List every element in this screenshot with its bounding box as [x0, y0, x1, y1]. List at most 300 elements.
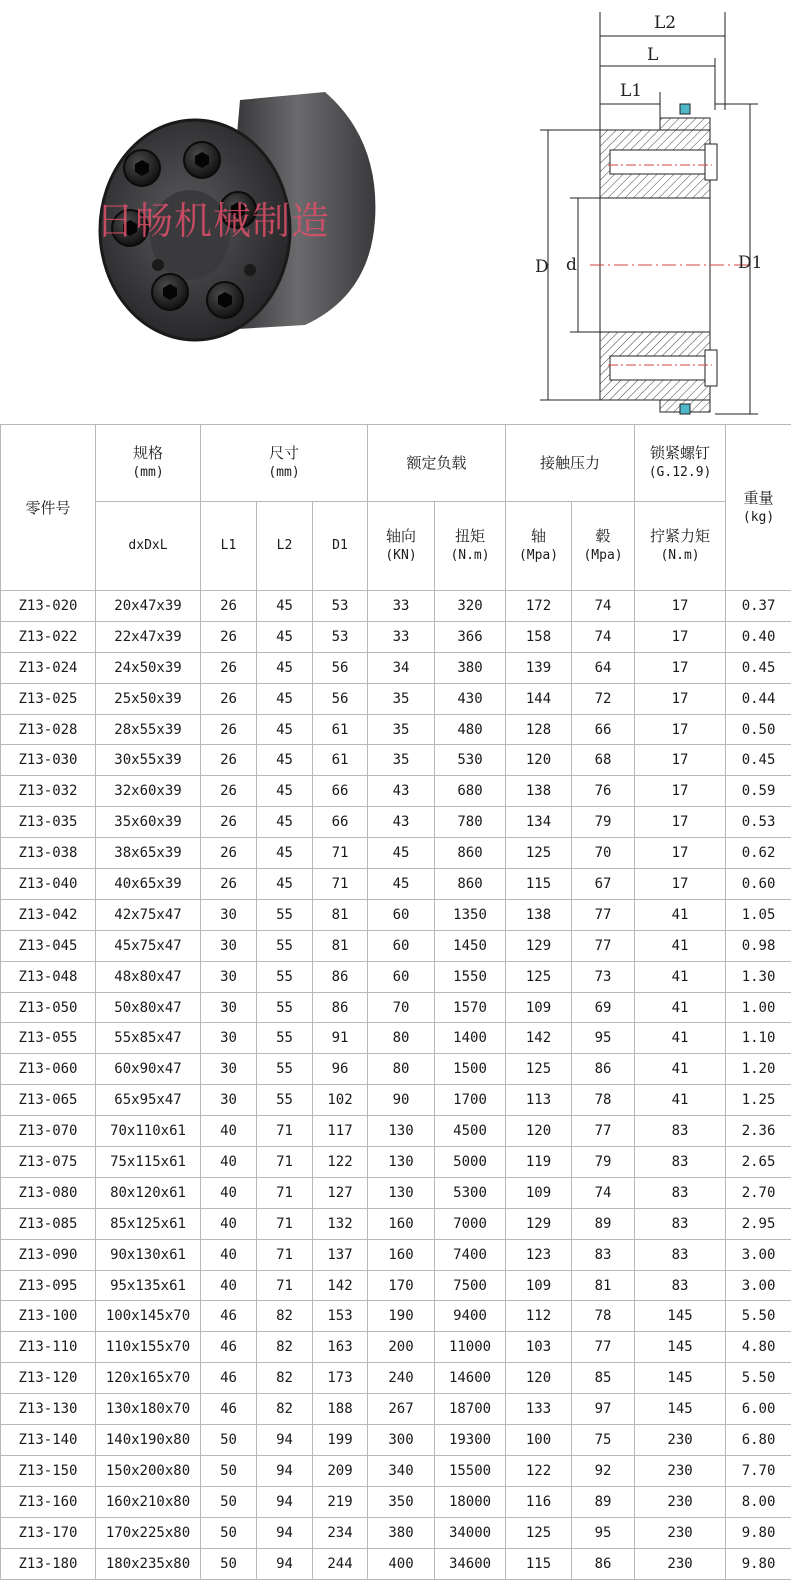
- table-cell: 71: [257, 1116, 313, 1147]
- table-cell: 1.05: [726, 899, 791, 930]
- table-cell: 17: [635, 807, 726, 838]
- table-cell: 71: [257, 1147, 313, 1178]
- table-cell: Z13-090: [1, 1239, 96, 1270]
- header-spec: 规格 (mm): [96, 425, 201, 502]
- table-cell: 30x55x39: [96, 745, 201, 776]
- table-cell: 86: [572, 1054, 635, 1085]
- table-cell: Z13-038: [1, 838, 96, 869]
- header-illustration-area: [0, 0, 791, 424]
- table-cell: 26: [201, 683, 257, 714]
- table-cell: 76: [572, 776, 635, 807]
- table-cell: 1500: [435, 1054, 506, 1085]
- table-cell: 74: [572, 1177, 635, 1208]
- table-cell: 145: [635, 1363, 726, 1394]
- header-torque: 扭矩 (N.m): [435, 502, 506, 591]
- table-cell: 83: [635, 1116, 726, 1147]
- table-cell: 130: [368, 1147, 435, 1178]
- table-cell: Z13-040: [1, 869, 96, 900]
- table-cell: 30: [201, 1085, 257, 1116]
- table-cell: 55x85x47: [96, 1023, 201, 1054]
- table-cell: 122: [313, 1147, 368, 1178]
- watermark-text: 日畅机械制造: [96, 190, 330, 245]
- table-cell: 46: [201, 1363, 257, 1394]
- table-cell: 230: [635, 1425, 726, 1456]
- table-cell: 45x75x47: [96, 930, 201, 961]
- table-cell: 120: [506, 745, 572, 776]
- table-cell: 41: [635, 961, 726, 992]
- table-cell: 97: [572, 1394, 635, 1425]
- table-cell: Z13-160: [1, 1486, 96, 1517]
- table-cell: 1700: [435, 1085, 506, 1116]
- table-cell: 138: [506, 776, 572, 807]
- table-cell: 0.60: [726, 869, 791, 900]
- table-cell: Z13-100: [1, 1301, 96, 1332]
- table-cell: 170x225x80: [96, 1517, 201, 1548]
- table-cell: 1350: [435, 899, 506, 930]
- table-cell: 40: [201, 1116, 257, 1147]
- table-cell: 83: [635, 1208, 726, 1239]
- table-cell: 209: [313, 1455, 368, 1486]
- table-cell: 163: [313, 1332, 368, 1363]
- table-cell: 9.80: [726, 1517, 791, 1548]
- table-cell: 40: [201, 1270, 257, 1301]
- table-cell: 139: [506, 652, 572, 683]
- table-cell: 5300: [435, 1177, 506, 1208]
- table-cell: Z13-080: [1, 1177, 96, 1208]
- table-cell: 30: [201, 899, 257, 930]
- table-cell: 26: [201, 807, 257, 838]
- table-cell: 125: [506, 1517, 572, 1548]
- table-row: [1, 930, 791, 961]
- table-cell: 40: [201, 1177, 257, 1208]
- table-cell: 133: [506, 1394, 572, 1425]
- table-cell: 860: [435, 838, 506, 869]
- table-cell: 45: [257, 776, 313, 807]
- table-cell: 530: [435, 745, 506, 776]
- header-contact-pressure: 接触压力: [506, 425, 635, 502]
- table-cell: 55: [257, 1054, 313, 1085]
- table-cell: 145: [635, 1394, 726, 1425]
- table-cell: 33: [368, 591, 435, 622]
- table-cell: 89: [572, 1486, 635, 1517]
- table-cell: 0.62: [726, 838, 791, 869]
- table-cell: 26: [201, 838, 257, 869]
- header-rated-load: 额定负载: [368, 425, 506, 502]
- header-d1: D1: [313, 502, 368, 591]
- table-cell: 41: [635, 1023, 726, 1054]
- table-cell: 55: [257, 899, 313, 930]
- table-cell: 3.00: [726, 1239, 791, 1270]
- table-cell: 41: [635, 992, 726, 1023]
- table-cell: Z13-048: [1, 961, 96, 992]
- table-cell: 230: [635, 1486, 726, 1517]
- table-cell: 56: [313, 683, 368, 714]
- table-cell: 1.30: [726, 961, 791, 992]
- table-cell: 17: [635, 745, 726, 776]
- table-cell: 33: [368, 621, 435, 652]
- table-row: [1, 621, 791, 652]
- table-cell: 158: [506, 621, 572, 652]
- table-cell: 102: [313, 1085, 368, 1116]
- table-cell: 142: [313, 1270, 368, 1301]
- table-cell: 112: [506, 1301, 572, 1332]
- table-cell: 0.40: [726, 621, 791, 652]
- table-cell: 45: [257, 838, 313, 869]
- table-cell: 60: [368, 961, 435, 992]
- table-cell: 46: [201, 1301, 257, 1332]
- table-cell: 41: [635, 1085, 726, 1116]
- table-cell: 90x130x61: [96, 1239, 201, 1270]
- table-cell: 234: [313, 1517, 368, 1548]
- table-cell: 125: [506, 961, 572, 992]
- table-cell: 0.44: [726, 683, 791, 714]
- table-cell: 50: [201, 1517, 257, 1548]
- table-cell: 120: [506, 1363, 572, 1394]
- table-cell: 50: [201, 1455, 257, 1486]
- table-cell: 64: [572, 652, 635, 683]
- table-cell: 366: [435, 621, 506, 652]
- table-cell: 46: [201, 1332, 257, 1363]
- table-row: [1, 776, 791, 807]
- table-cell: Z13-065: [1, 1085, 96, 1116]
- table-cell: 86: [313, 992, 368, 1023]
- table-row: [1, 714, 791, 745]
- table-cell: Z13-030: [1, 745, 96, 776]
- table-row: [1, 869, 791, 900]
- table-cell: 230: [635, 1548, 726, 1579]
- table-cell: 267: [368, 1394, 435, 1425]
- table-row: [1, 1239, 791, 1270]
- table-cell: 17: [635, 591, 726, 622]
- table-cell: Z13-024: [1, 652, 96, 683]
- table-cell: 145: [635, 1301, 726, 1332]
- label-d-outer: D: [535, 257, 549, 277]
- header-axial: 轴向 (KN): [368, 502, 435, 591]
- table-cell: 67: [572, 869, 635, 900]
- table-cell: 680: [435, 776, 506, 807]
- table-cell: 230: [635, 1517, 726, 1548]
- technical-drawing: [500, 0, 791, 424]
- table-cell: 144: [506, 683, 572, 714]
- table-cell: 80x120x61: [96, 1177, 201, 1208]
- table-cell: 11000: [435, 1332, 506, 1363]
- table-cell: 32x60x39: [96, 776, 201, 807]
- table-cell: 7400: [435, 1239, 506, 1270]
- table-cell: 95x135x61: [96, 1270, 201, 1301]
- table-cell: 122: [506, 1455, 572, 1486]
- table-cell: 1550: [435, 961, 506, 992]
- table-row: [1, 1116, 791, 1147]
- table-cell: 45: [257, 807, 313, 838]
- table-cell: 50: [201, 1425, 257, 1456]
- table-cell: 71: [257, 1177, 313, 1208]
- table-cell: 150x200x80: [96, 1455, 201, 1486]
- table-cell: 60: [368, 930, 435, 961]
- table-cell: 132: [313, 1208, 368, 1239]
- table-cell: 60x90x47: [96, 1054, 201, 1085]
- spec-table: [0, 424, 791, 1580]
- table-cell: 1570: [435, 992, 506, 1023]
- table-cell: 2.65: [726, 1147, 791, 1178]
- table-cell: 1.20: [726, 1054, 791, 1085]
- table-cell: Z13-130: [1, 1394, 96, 1425]
- table-cell: 74: [572, 621, 635, 652]
- table-row: [1, 807, 791, 838]
- table-cell: 145: [635, 1332, 726, 1363]
- table-cell: 1.10: [726, 1023, 791, 1054]
- table-cell: 188: [313, 1394, 368, 1425]
- table-cell: 55: [257, 930, 313, 961]
- table-cell: 83: [572, 1239, 635, 1270]
- table-cell: 66: [313, 807, 368, 838]
- table-cell: 6.80: [726, 1425, 791, 1456]
- table-row: [1, 1486, 791, 1517]
- table-cell: 26: [201, 776, 257, 807]
- table-cell: 48x80x47: [96, 961, 201, 992]
- table-cell: 55: [257, 992, 313, 1023]
- table-cell: 4.80: [726, 1332, 791, 1363]
- table-cell: 41: [635, 899, 726, 930]
- table-cell: 85: [572, 1363, 635, 1394]
- table-cell: 95: [572, 1517, 635, 1548]
- table-cell: 119: [506, 1147, 572, 1178]
- table-cell: 18000: [435, 1486, 506, 1517]
- table-cell: Z13-028: [1, 714, 96, 745]
- table-row: [1, 992, 791, 1023]
- table-cell: 60: [368, 899, 435, 930]
- table-cell: 91: [313, 1023, 368, 1054]
- table-cell: Z13-045: [1, 930, 96, 961]
- table-cell: Z13-120: [1, 1363, 96, 1394]
- table-row: [1, 1425, 791, 1456]
- table-cell: 50: [201, 1486, 257, 1517]
- table-row: [1, 591, 791, 622]
- table-cell: 4500: [435, 1116, 506, 1147]
- table-cell: 35x60x39: [96, 807, 201, 838]
- table-cell: 61: [313, 714, 368, 745]
- table-cell: 94: [257, 1517, 313, 1548]
- table-row: [1, 1363, 791, 1394]
- table-cell: 40x65x39: [96, 869, 201, 900]
- table-cell: 78: [572, 1085, 635, 1116]
- table-cell: Z13-180: [1, 1548, 96, 1579]
- table-cell: 127: [313, 1177, 368, 1208]
- table-cell: 70x110x61: [96, 1116, 201, 1147]
- table-cell: 42x75x47: [96, 899, 201, 930]
- table-body: [1, 591, 791, 1580]
- table-cell: 53: [313, 591, 368, 622]
- table-cell: 780: [435, 807, 506, 838]
- table-cell: 142: [506, 1023, 572, 1054]
- header-tighten-torque: 拧紧力矩 (N.m): [635, 502, 726, 591]
- table-cell: 14600: [435, 1363, 506, 1394]
- table-cell: 400: [368, 1548, 435, 1579]
- table-cell: 129: [506, 930, 572, 961]
- table-cell: 43: [368, 807, 435, 838]
- table-cell: 230: [635, 1455, 726, 1486]
- label-l2: L2: [654, 13, 676, 33]
- table-row: [1, 1332, 791, 1363]
- table-cell: 55: [257, 1085, 313, 1116]
- table-row: [1, 1208, 791, 1239]
- table-cell: 113: [506, 1085, 572, 1116]
- table-cell: 2.95: [726, 1208, 791, 1239]
- table-cell: 82: [257, 1394, 313, 1425]
- label-d-inner: d: [566, 255, 577, 275]
- table-cell: 134: [506, 807, 572, 838]
- table-cell: 320: [435, 591, 506, 622]
- table-cell: 56: [313, 652, 368, 683]
- table-cell: Z13-170: [1, 1517, 96, 1548]
- table-cell: 40: [201, 1239, 257, 1270]
- table-cell: 340: [368, 1455, 435, 1486]
- table-cell: 2.70: [726, 1177, 791, 1208]
- table-cell: 130x180x70: [96, 1394, 201, 1425]
- table-cell: 26: [201, 745, 257, 776]
- table-cell: Z13-025: [1, 683, 96, 714]
- table-cell: 17: [635, 683, 726, 714]
- table-cell: 100: [506, 1425, 572, 1456]
- table-row: [1, 683, 791, 714]
- table-cell: 15500: [435, 1455, 506, 1486]
- table-cell: 80: [368, 1054, 435, 1085]
- table-cell: 96: [313, 1054, 368, 1085]
- table-cell: 82: [257, 1301, 313, 1332]
- table-cell: 860: [435, 869, 506, 900]
- table-cell: 28x55x39: [96, 714, 201, 745]
- table-cell: Z13-150: [1, 1455, 96, 1486]
- table-cell: Z13-140: [1, 1425, 96, 1456]
- table-cell: Z13-022: [1, 621, 96, 652]
- table-cell: 45: [368, 869, 435, 900]
- table-cell: 34000: [435, 1517, 506, 1548]
- table-cell: 81: [313, 899, 368, 930]
- table-row: [1, 1455, 791, 1486]
- header-dimensions: 尺寸 (mm): [201, 425, 368, 502]
- table-row: [1, 1270, 791, 1301]
- table-cell: 79: [572, 1147, 635, 1178]
- table-cell: 46: [201, 1394, 257, 1425]
- table-cell: 153: [313, 1301, 368, 1332]
- table-cell: 0.98: [726, 930, 791, 961]
- table-cell: 0.37: [726, 591, 791, 622]
- table-cell: 160x210x80: [96, 1486, 201, 1517]
- table-cell: 77: [572, 899, 635, 930]
- table-cell: 79: [572, 807, 635, 838]
- table-row: [1, 652, 791, 683]
- table-cell: 6.00: [726, 1394, 791, 1425]
- table-cell: 199: [313, 1425, 368, 1456]
- table-cell: 17: [635, 652, 726, 683]
- table-cell: 140x190x80: [96, 1425, 201, 1456]
- table-cell: 30: [201, 930, 257, 961]
- table-cell: 480: [435, 714, 506, 745]
- table-cell: 69: [572, 992, 635, 1023]
- table-cell: 25x50x39: [96, 683, 201, 714]
- table-cell: Z13-050: [1, 992, 96, 1023]
- table-cell: 109: [506, 1270, 572, 1301]
- table-cell: 129: [506, 1208, 572, 1239]
- table-cell: Z13-075: [1, 1147, 96, 1178]
- table-cell: 95: [572, 1023, 635, 1054]
- table-cell: 45: [257, 714, 313, 745]
- table-cell: 82: [257, 1332, 313, 1363]
- table-cell: 71: [257, 1270, 313, 1301]
- table-cell: 116: [506, 1486, 572, 1517]
- table-cell: Z13-020: [1, 591, 96, 622]
- table-cell: 7.70: [726, 1455, 791, 1486]
- header-shaft: 轴 (Mpa): [506, 502, 572, 591]
- table-cell: 190: [368, 1301, 435, 1332]
- table-cell: 45: [257, 652, 313, 683]
- table-cell: 86: [572, 1548, 635, 1579]
- table-cell: 103: [506, 1332, 572, 1363]
- table-cell: 110x155x70: [96, 1332, 201, 1363]
- table-cell: 430: [435, 683, 506, 714]
- table-cell: 117: [313, 1116, 368, 1147]
- table-cell: 71: [257, 1208, 313, 1239]
- table-cell: 61: [313, 745, 368, 776]
- table-cell: Z13-060: [1, 1054, 96, 1085]
- table-cell: 130: [368, 1116, 435, 1147]
- table-cell: 35: [368, 745, 435, 776]
- table-cell: 170: [368, 1270, 435, 1301]
- table-row: [1, 1548, 791, 1579]
- table-cell: 45: [257, 869, 313, 900]
- table-cell: 109: [506, 1177, 572, 1208]
- table-cell: 74: [572, 591, 635, 622]
- table-cell: 83: [635, 1147, 726, 1178]
- table-cell: 1.25: [726, 1085, 791, 1116]
- table-cell: 160: [368, 1239, 435, 1270]
- table-cell: Z13-110: [1, 1332, 96, 1363]
- table-row: [1, 1023, 791, 1054]
- table-cell: 26: [201, 621, 257, 652]
- table-cell: 77: [572, 1116, 635, 1147]
- table-cell: 115: [506, 869, 572, 900]
- table-cell: 34600: [435, 1548, 506, 1579]
- table-cell: 2.36: [726, 1116, 791, 1147]
- table-cell: 81: [572, 1270, 635, 1301]
- table-cell: 83: [635, 1270, 726, 1301]
- table-cell: Z13-032: [1, 776, 96, 807]
- table-cell: 8.00: [726, 1486, 791, 1517]
- table-cell: 130: [368, 1177, 435, 1208]
- table-cell: 90: [368, 1085, 435, 1116]
- table-cell: 240: [368, 1363, 435, 1394]
- table-cell: Z13-035: [1, 807, 96, 838]
- table-cell: 19300: [435, 1425, 506, 1456]
- table-cell: 22x47x39: [96, 621, 201, 652]
- table-cell: 80: [368, 1023, 435, 1054]
- table-cell: 17: [635, 869, 726, 900]
- table-cell: 200: [368, 1332, 435, 1363]
- table-row: [1, 1054, 791, 1085]
- table-cell: 45: [257, 591, 313, 622]
- table-row: [1, 745, 791, 776]
- table-cell: 92: [572, 1455, 635, 1486]
- table-cell: 3.00: [726, 1270, 791, 1301]
- header-l2: L2: [257, 502, 313, 591]
- table-cell: 100x145x70: [96, 1301, 201, 1332]
- table-cell: 17: [635, 838, 726, 869]
- table-cell: 45: [257, 745, 313, 776]
- table-cell: Z13-055: [1, 1023, 96, 1054]
- table-cell: 219: [313, 1486, 368, 1517]
- table-cell: 66: [313, 776, 368, 807]
- table-cell: Z13-095: [1, 1270, 96, 1301]
- table-cell: 380: [435, 652, 506, 683]
